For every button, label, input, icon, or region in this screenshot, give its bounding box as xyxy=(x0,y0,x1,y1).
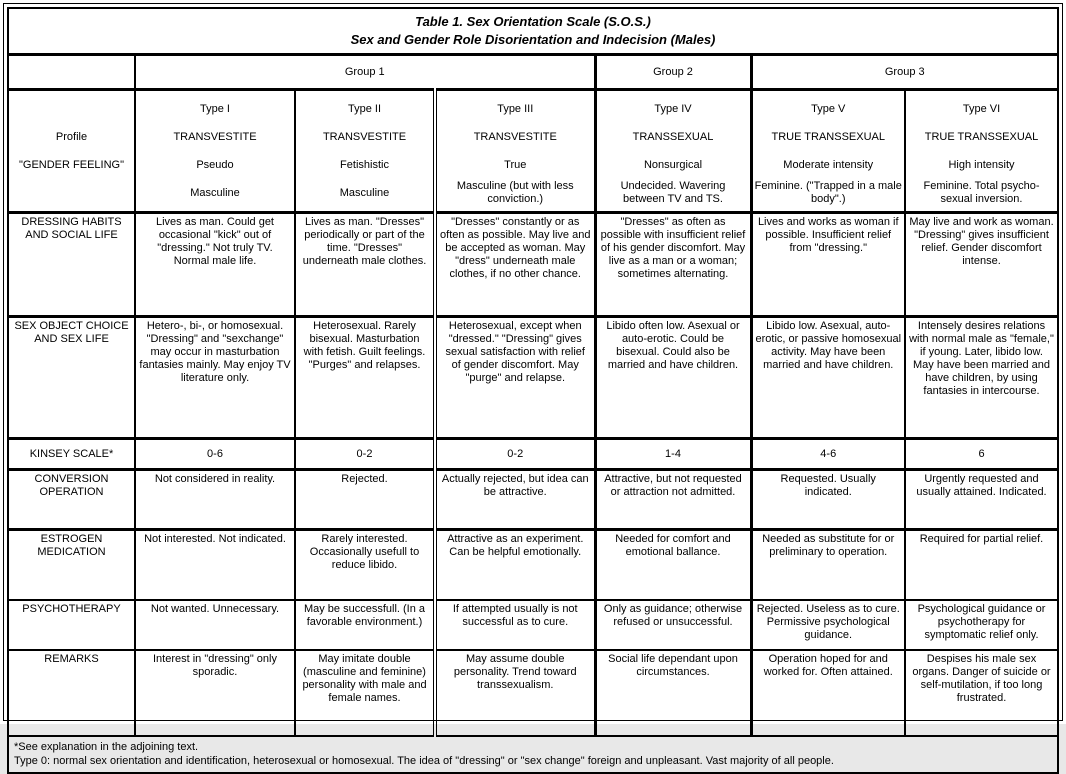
cell-type-vi: May live and work as woman. "Dressing" gives insufficient relief. Gender discomfort intense. xyxy=(905,213,1058,317)
type-gender-feeling: Masculine (but with less conviction.) xyxy=(456,180,574,205)
cell-type-iii: Heterosexual, except when "dressed." "Dressing" gives sexual satisfaction with relief of gender discomfort. May "purge" and relapse. xyxy=(435,317,595,439)
row-sex-object-choice xyxy=(8,317,1058,439)
cell-type-i: 0-6 xyxy=(135,439,295,470)
profile-row-label-cell xyxy=(8,90,135,213)
cell-type-iv: "Dresses" as often as possible with insufficient relief of his gender discomfort. May live as a man or a woman; sometimes alternating. xyxy=(595,213,751,317)
group-header-row xyxy=(8,55,1058,90)
cell-type-v: Needed as substitute for or preliminary to operation. xyxy=(751,530,905,601)
cell-type-iii: "Dresses" constantly or as often as possible. May live and be accepted as woman. May "dress" underneath male clothes, if no other chance. xyxy=(435,213,595,317)
type-category: TRANSVESTITE xyxy=(322,130,407,143)
type-vi-header-cell xyxy=(905,90,1058,213)
type-gender-feeling: Masculine xyxy=(190,186,240,199)
type-category: TRUE TRANSSEXUAL xyxy=(924,130,1039,143)
cell-type-i: Not wanted. Unnecessary. xyxy=(135,600,295,650)
type-category: TRANSVESTITE xyxy=(173,130,257,143)
cell-type-ii: 0-2 xyxy=(295,439,435,470)
cell-type-iv: Attractive, but not requested or attraction not admitted. xyxy=(595,470,751,530)
cell-type-iii: May assume double personality. Trend toward transsexualism. xyxy=(435,650,595,736)
type-subtype: True xyxy=(504,158,527,171)
cell-type-vi: Despises his male sex organs. Danger of suicide or self-mutilation, if too long frustrated. xyxy=(905,650,1058,736)
cell-type-vi: Urgently requested and usually attained. Indicated. xyxy=(905,470,1058,530)
profile-header-row xyxy=(8,90,1058,213)
corner-cell xyxy=(8,55,135,90)
type-iii-header-cell xyxy=(435,90,595,213)
row-dressing-habits xyxy=(8,213,1058,317)
group2-header-cell: Group 2 xyxy=(595,55,751,90)
type-gender-feeling: Feminine. ("Trapped in a male body".) xyxy=(754,180,902,205)
cell-type-ii: Lives as man. "Dresses" periodically or part of the time. "Dresses" underneath male clothes. xyxy=(295,213,435,317)
table-title-cell xyxy=(8,8,1058,55)
type-ii-header-cell xyxy=(295,90,435,213)
row-label-kinsey-scale: KINSEY SCALE* xyxy=(8,439,135,470)
type-subtype: Pseudo xyxy=(196,158,234,171)
cell-type-iv: Needed for comfort and emotional ballance. xyxy=(595,530,751,601)
footnote-line2: Type 0: normal sex orientation and identification, heterosexual or homosexual. The idea of "dressing" or "sex change" foreign and unpleasant. Vast majority of all people. xyxy=(14,755,834,768)
cell-type-vi: 6 xyxy=(905,439,1058,470)
type-name: Type VI xyxy=(962,102,1001,115)
cell-type-vi: Intensely desires relations with normal male as "female," if young. Later, libido low. May have been married and have children, by using fantasies in intercourse. xyxy=(905,317,1058,439)
cell-type-i: Hetero-, bi-, or homosexual. "Dressing" and "sexchange" may occur in masturbation fantasies mainly. May enjoy TV literature only. xyxy=(135,317,295,439)
cell-type-iv: Libido often low. Asexual or auto-erotic. Could be bisexual. Could also be married and have children. xyxy=(595,317,751,439)
row-label-sex-object-choice: SEX OBJECT CHOICE AND SEX LIFE xyxy=(8,317,135,439)
cell-type-vi: Psychological guidance or psychotherapy for symptomatic relief only. xyxy=(905,600,1058,650)
cell-type-i: Lives as man. Could get occasional "kick" out of "dressing." Not truly TV. Normal male life. xyxy=(135,213,295,317)
cell-type-ii: May be successfull. (In a favorable environment.) xyxy=(295,600,435,650)
type-i-header-cell xyxy=(135,90,295,213)
table-title-line2: Sex and Gender Role Disorientation and Indecision (Males) xyxy=(350,32,716,47)
row-estrogen-medication xyxy=(8,530,1058,601)
cell-type-iii: Actually rejected, but idea can be attractive. xyxy=(435,470,595,530)
type-category: TRANSSEXUAL xyxy=(632,130,714,143)
cell-type-iii: If attempted usually is not successful as to cure. xyxy=(435,600,595,650)
cell-type-i: Interest in "dressing" only sporadic. xyxy=(135,650,295,736)
type-name: Type II xyxy=(347,102,382,115)
cell-type-v: Rejected. Useless as to cure. Permissive psychological guidance. xyxy=(751,600,905,650)
cell-type-ii: Rejected. xyxy=(295,470,435,530)
type-name: Type III xyxy=(497,102,534,115)
type-subtype: Nonsurgical xyxy=(643,158,703,171)
cell-type-vi: Required for partial relief. xyxy=(905,530,1058,601)
row-label-remarks: REMARKS xyxy=(8,650,135,736)
type-name: Type I xyxy=(200,102,230,115)
row-label-conversion-operation: CONVERSION OPERATION xyxy=(8,470,135,530)
type-gender-feeling: Feminine. Total psycho-sexual inversion. xyxy=(923,180,1040,205)
row-label-dressing-habits: DRESSING HABITS AND SOCIAL LIFE xyxy=(8,213,135,317)
cell-type-iii: Attractive as an experiment. Can be helpful emotionally. xyxy=(435,530,595,601)
type-category: TRANSVESTITE xyxy=(473,130,557,143)
footnote-row xyxy=(8,736,1058,773)
row-label-estrogen-medication: ESTROGEN MEDICATION xyxy=(8,530,135,601)
table-title-line1: Table 1. Sex Orientation Scale (S.O.S.) xyxy=(415,14,651,30)
cell-type-ii: Heterosexual. Rarely bisexual. Masturbation with fetish. Guilt feelings. "Purges" and relapses. xyxy=(295,317,435,439)
type-gender-feeling: Masculine xyxy=(339,186,390,199)
row-remarks xyxy=(8,650,1058,736)
row-label-psychotherapy: PSYCHOTHERAPY xyxy=(8,600,135,650)
title-row xyxy=(8,8,1058,55)
type-category: TRUE TRANSSEXUAL xyxy=(771,130,885,143)
cell-type-v: 4-6 xyxy=(751,439,905,470)
cell-type-i: Not considered in reality. xyxy=(135,470,295,530)
row-psychotherapy xyxy=(8,600,1058,650)
cell-type-ii: Rarely interested. Occasionally usefull to reduce libido. xyxy=(295,530,435,601)
type-iv-header-cell xyxy=(595,90,751,213)
type-subtype: High intensity xyxy=(948,158,1015,171)
footnotes-cell xyxy=(8,736,1058,773)
cell-type-iv: Only as guidance; otherwise refused or unsuccessful. xyxy=(595,600,751,650)
cell-type-i: Not interested. Not indicated. xyxy=(135,530,295,601)
cell-type-v: Requested. Usually indicated. xyxy=(751,470,905,530)
group3-header-cell: Group 3 xyxy=(751,55,1058,90)
type-name: Type IV xyxy=(654,102,692,115)
cell-type-iv: 1-4 xyxy=(595,439,751,470)
cell-type-iv: Social life dependant upon circumstances. xyxy=(595,650,751,736)
profile-label: Profile xyxy=(55,130,88,143)
row-conversion-operation xyxy=(8,470,1058,530)
gender-feeling-label: "GENDER FEELING" xyxy=(19,158,124,171)
cell-type-v: Operation hoped for and worked for. Often attained. xyxy=(751,650,905,736)
sex-orientation-scale-table xyxy=(7,7,1059,774)
group1-header-cell: Group 1 xyxy=(135,55,595,90)
cell-type-iii: 0-2 xyxy=(435,439,595,470)
footnote-line1: *See explanation in the adjoining text. xyxy=(14,741,199,753)
cell-type-v: Libido low. Asexual, auto-erotic, or passive homosexual activity. May have been married and have children. xyxy=(751,317,905,439)
cell-type-ii: May imitate double (masculine and feminine) personality with male and female names. xyxy=(295,650,435,736)
type-subtype: Fetishistic xyxy=(340,158,389,171)
row-kinsey-scale xyxy=(8,439,1058,470)
type-v-header-cell xyxy=(751,90,905,213)
type-gender-feeling: Undecided. Wavering between TV and TS. xyxy=(620,180,726,205)
cell-type-v: Lives and works as woman if possible. Insufficient relief from "dressing." xyxy=(751,213,905,317)
type-name: Type V xyxy=(811,102,846,115)
type-subtype: Moderate intensity xyxy=(783,158,874,171)
